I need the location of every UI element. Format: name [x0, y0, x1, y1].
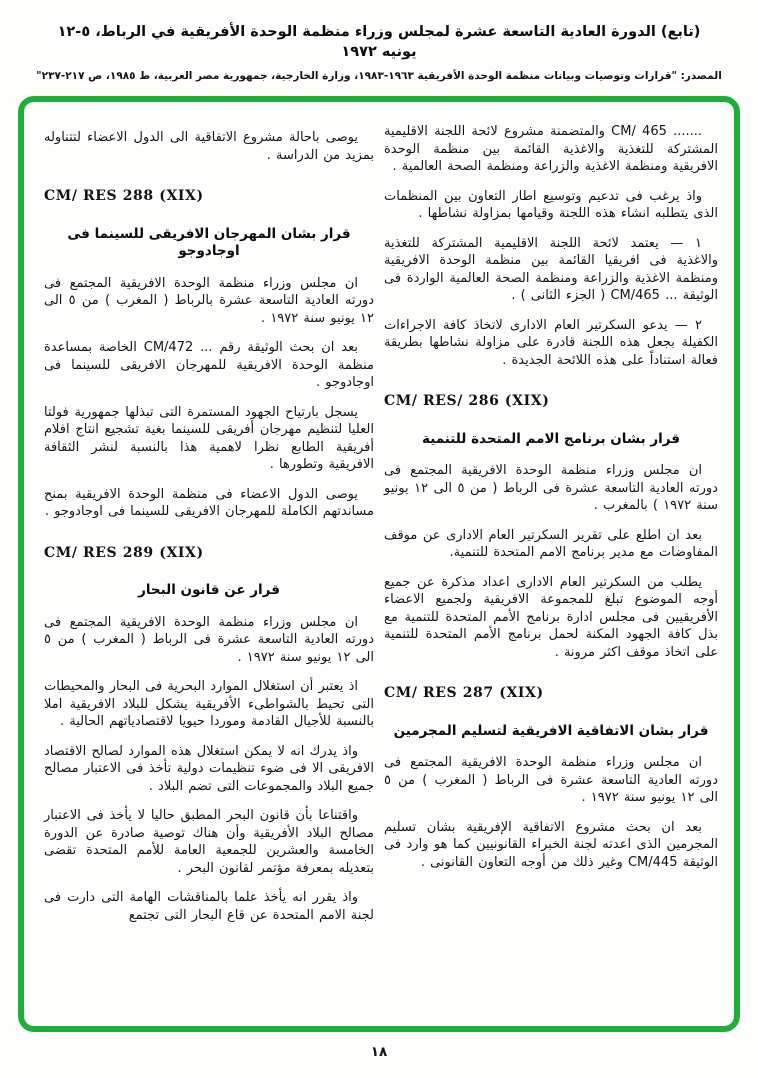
- document-reference: CM/ RES 288 (XIX): [44, 188, 204, 204]
- body-paragraph: واقتناعا بأن قانون البحر المطبق حاليا لا يأخذ فى الاعتبار مصالح البلاد الأفريقية وأن هناك توصية صادرة عن الدورة الخامسة والعشرين للجمعية العامة للأمم المتحدة تقضى بتعديله بمعرفة مؤتمر لقانون البحر .: [44, 808, 374, 876]
- document-reference: CM/ RES/ 286 (XIX): [384, 393, 550, 409]
- body-paragraph: ان مجلس وزراء منظمة الوحدة الافريقية المجتمع فى دورته العادية التاسعة عشرة فى الرباط ( من ٥ الى ١٢ يونيو سنة ١٩٧٢ ) بالمغرب .: [384, 463, 718, 513]
- page-number: ١٨: [370, 1044, 388, 1060]
- body-paragraph: ....... CM/ 465 والمتضمنة مشروع لائحة اللجنة الاقليمية المشتركة للتغذية والاغذية القائمة بين منظمة الوحدة الافريقية ومنظمة الاغذية والزراعة ومنظمة الصحة العالمية .: [384, 124, 718, 174]
- body-paragraph: ٢ — يدعو السكرتير العام الادارى لاتخاذ كافة الاجراءات الكفيلة بجعل هذه اللجنة قادرة على مزاولة نشاطها بطريقة فعالة استناداً على هذه اللائحة الجديدة .: [384, 317, 718, 368]
- column-left: [44, 129, 374, 936]
- resolution-title: قرار عن قانون البحار: [138, 582, 280, 598]
- body-paragraph: بعد ان اطلع على تقرير السكرتير العام الادارى عن موقف المفاوضات مع مدير برنامج الامم المتحدة للتنمية.: [384, 527, 718, 560]
- body-paragraph: واذ يرغب فى تدعيم وتوسيع اطار التعاون بين المنظمات الذى يتطلبه انشاء هذه اللجنة وقيامها بمزاولة نشاطها .: [384, 188, 718, 221]
- body-paragraph: ان مجلس وزراء منظمة الوحدة الافريقية المجتمع فى دورته العادية التاسعة عشرة فى الرباط ( المغرب ) من ٥ الى ١٢ يونيو سنة ١٩٧٢ .: [44, 614, 374, 665]
- body-paragraph: يطلب من السكرتير العام الادارى اعداد مذكرة عن جميع أوجه الموضوع تبلغ للمجموعة الافريقية ولجميع الاعضاء الأفريقيين فى مجلس ادارة برنامج الأمم المتحدة للتنمية مع بذل كافة الجهود المكنة لحمل برنامج الأمم المتحدة للتنمية على اتخاذ موقف اكثر مرونة .: [384, 574, 718, 660]
- page-header: [0, 22, 758, 82]
- body-paragraph: واذ يدرك انه لا يمكن استغلال هذه الموارد لصالح الاقتصاد الافريقى الا فى ضوء تنظيمات دولية تأخذ فى الاعتبار مصالح جميع البلاد والمجموعات التى تضم البلاد .: [44, 743, 374, 794]
- column-right: [384, 123, 718, 883]
- body-paragraph: اذ يعتبر أن استغلال الموارد البحرية فى البحار والمحيطات التى تحيط بالشواطىء الأفريقية يشكل للبلاد الافريقية املا بالنسبة للأجيال القادمة وموردا حيويا لاقتصادياتهم الحالية .: [44, 679, 374, 729]
- resolution-title: قرار بشان برنامج الامم المتحدة للتنمية: [422, 430, 680, 447]
- body-paragraph: يوصى باحالة مشروع الاتفاقية الى الدول الاعضاء لتتناوله بمزيد من الدراسة .: [44, 130, 374, 163]
- header-source: المصدر: "قرارات وتوصيات وبيانات منظمة الوحدة الأفريقية ١٩٦٣-١٩٨٣، وزارة الخارجية، جمهورية مصر العربية، ط ١٩٨٥، ص ٢١٧-٢٣٧": [36, 69, 722, 82]
- header-title: (تابع) الدورة العادية التاسعة عشرة لمجلس وزراء منظمة الوحدة الأفريقية في الرباط، ٥-١٢ يونيه ١٩٧٢: [57, 24, 701, 61]
- document-reference: CM/ RES 287 (XIX): [384, 685, 544, 701]
- body-paragraph: واذ يقرر انه يأخذ علما بالمناقشات الهامة التى دارت فى لجنة الامم المتحدة عن قاع البحار التى تجتمع: [44, 890, 374, 923]
- body-paragraph: ان مجلس وزراء منظمة الوحدة الافريقية المجتمع فى دورته العادية التاسعة عشرة بالرباط ( المغرب ) من ٥ الى ١٢ يونيو سنة ١٩٧٢ .: [44, 275, 374, 326]
- body-paragraph: بعد ان بحث مشروع الاتفاقية الإفريقية بشان تسليم المجرمين الذى اعدته لجنة الخبراء القانونيين كما هو وارد فى الوثيقة CM/445 وغير ذلك من أوجه التعاون القانونى .: [384, 819, 718, 870]
- body-paragraph: يسجل بارتياح الجهود المستمرة التى تبذلها جمهورية فولتا العليا لتنظيم مهرجان أفريقى للسينما بغية تشجيع انتاج افلام أفريقية الطابع نظرا لاهمية هذا بالنسبة لنشر الثقافة الافريقية وتطورها .: [44, 404, 374, 472]
- body-paragraph: ان مجلس وزراء منظمة الوحدة الافريقية المجتمع فى دورته العادية التاسعة عشرة فى الرباط ( المغرب ) من ٥ الى ١٢ يونيو سنة ١٩٧٢ .: [384, 755, 718, 805]
- resolution-title: قرار بشان الاتفاقية الافريقية لتسليم المجرمين: [393, 722, 709, 739]
- content-frame: [18, 96, 740, 1032]
- body-paragraph: ١ — يعتمد لائحة اللجنة الاقليمية المشتركة للتغذية والاغذية فى افريقيا القائمة بين منظمة الوحدة الافريقية ومنظمة الاغذية والزراعة ومنظمة الصحة العالمية الواردة فى الوثيقة ... CM/465 ( الجزء الثانى ) .: [384, 235, 718, 303]
- body-paragraph: يوصى الدول الاعضاء فى منظمة الوحدة الافريقية بمنح مساندتهم الكاملة للمهرجان الافريقى للسينما فى اوجادوجو .: [44, 486, 374, 519]
- resolution-title: قرار بشان المهرجان الافريقى للسينما فى اوجادوجو: [67, 225, 351, 259]
- document-reference: CM/ RES 289 (XIX): [44, 544, 204, 561]
- body-paragraph: بعد ان بحث الوثيقة رقم ... CM/472 الخاصة بمساعدة منظمة الوحدة الافريقية للمهرجان الافريقى للسينما فى اوجادوجو .: [44, 340, 374, 390]
